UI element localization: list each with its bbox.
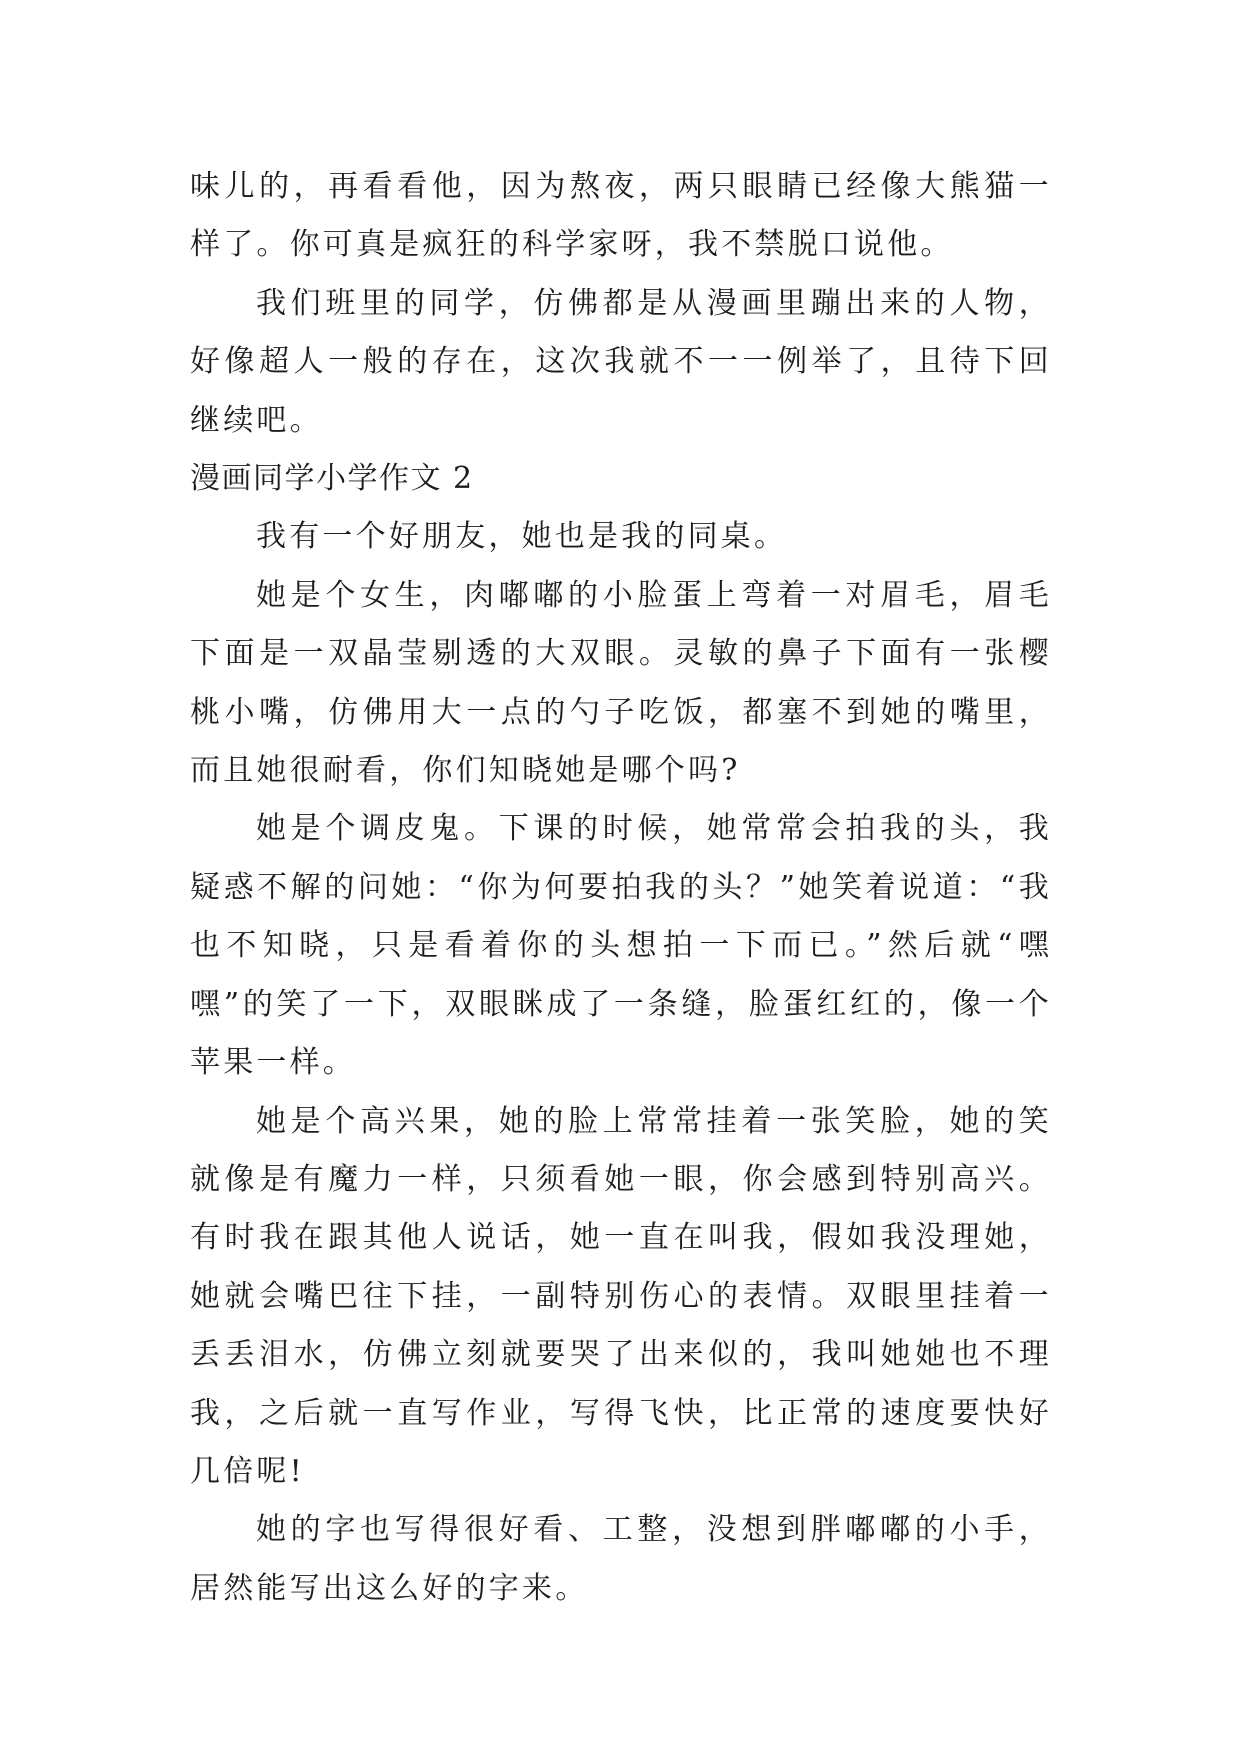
paragraph: 她是个调皮鬼。下课的时候，她常常会拍我的头，我疑惑不解的问她：“你为何要拍我的头？”她笑着说道：“我也不知晓，只是看着你的头想拍一下而已。”然后就“嘿嘿”的笑了一下，双眼眯成了一条缝，脸蛋红红的，像一个苹果一样。 (190, 811, 1052, 1081)
paragraph: 她是个女生，肉嘟嘟的小脸蛋上弯着一对眉毛，眉毛下面是一双晶莹剔透的大双眼。灵敏的鼻子下面有一张樱桃小嘴，仿佛用大一点的勺子吃饭，都塞不到她的嘴里，而且她很耐看，你们知晓她是哪个吗? (190, 577, 1052, 789)
paragraph: 我有一个好朋友，她也是我的同桌。 (256, 519, 788, 555)
continuation-paragraph: 味儿的，再看看他，因为熬夜，两只眼睛已经像大熊猫一样了。你可真是疯狂的科学家呀，我不禁脱口说他。 (190, 169, 1052, 263)
section-title: 漫画同学小学作文 2 (190, 461, 474, 497)
paragraph: 她是个高兴果，她的脸上常常挂着一张笑脸，她的笑就像是有魔力一样，只须看她一眼，你会感到特别高兴。有时我在跟其他人说话，她一直在叫我，假如我没理她，她就会嘴巴往下挂，一副特别伤心的表情。双眼里挂着一丢丢泪水，仿佛立刻就要哭了出来似的，我叫她她也不理我，之后就一直写作业，写得飞快，比正常的速度要快好几倍呢! (190, 1103, 1052, 1489)
closing-paragraph: 我们班里的同学，仿佛都是从漫画里蹦出来的人物，好像超人一般的存在，这次我就不一一例举了，且待下回继续吧。 (190, 285, 1052, 438)
document-body (190, 158, 1052, 1618)
paragraph: 她的字也写得很好看、工整，没想到胖嘟嘟的小手，居然能写出这么好的字来。 (190, 1512, 1052, 1606)
